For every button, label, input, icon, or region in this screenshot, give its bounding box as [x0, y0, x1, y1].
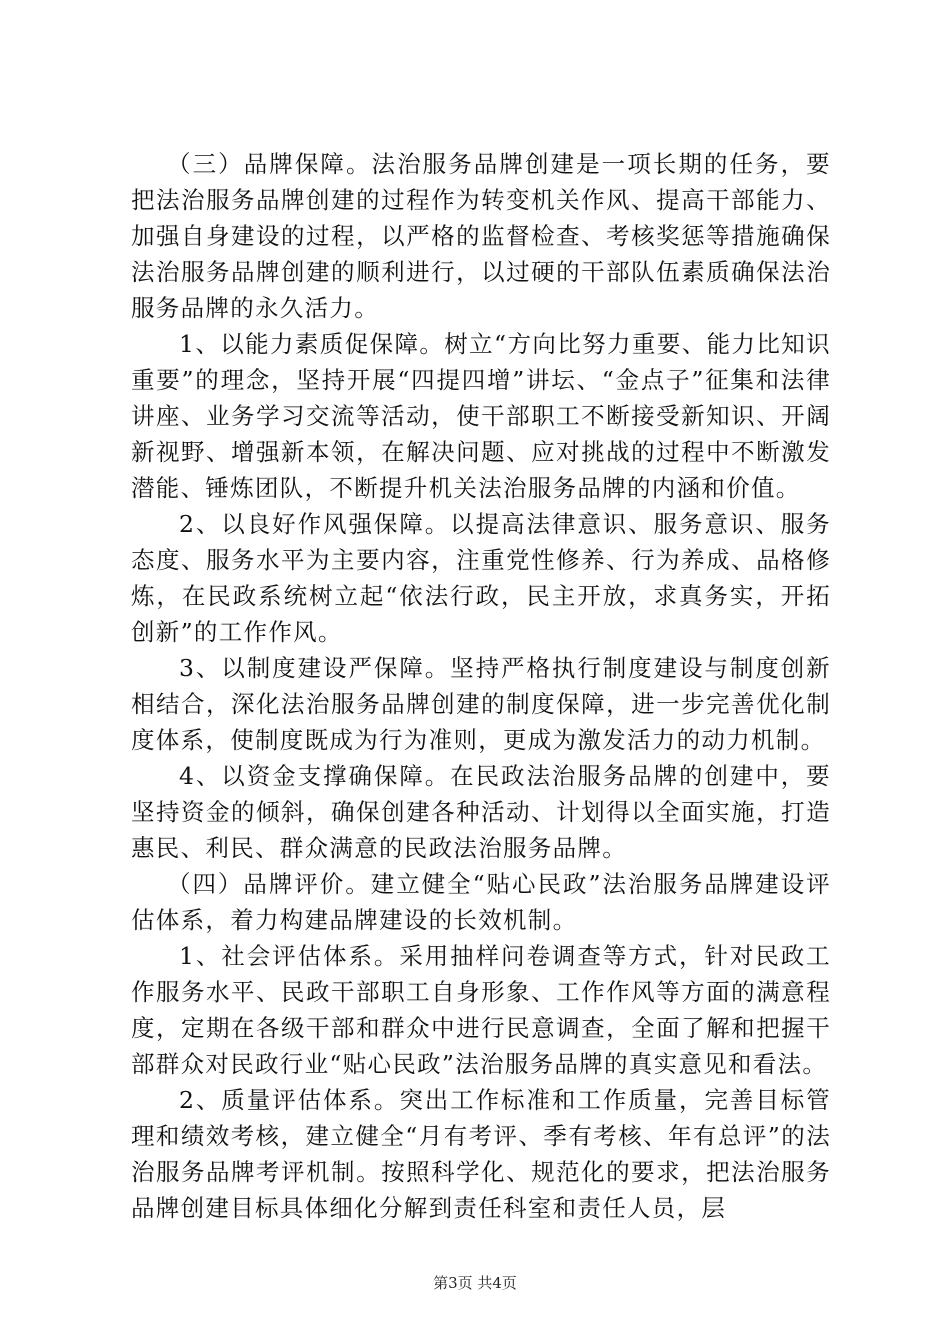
funding-paragraph: 4、以资金支撑确保障。在民政法治服务品牌的创建中，要坚持资金的倾斜，确保创建各种活动、计划得以全面实施，打造惠民、利民、群众满意的民政法治服务品牌。 — [131, 762, 831, 862]
quality-evaluation-paragraph: 2、质量评估体系。突出工作标准和工作质量，完善目标管理和绩效考核，建立健全“月有考评、季有考核、年有总评”的法治服务品牌考评机制。按照科学化、规范化的要求，把法治服务品牌创建目标具体细化分解到责任科室和责任人员，层 — [131, 1086, 831, 1222]
page-footer: 第3页 共4页 — [433, 1274, 517, 1292]
ability-paragraph: 1、以能力素质促保障。树立“方向比努力重要、能力比知识重要”的理念，坚持开展“四提四增”讲坛、“金点子”征集和法律讲座、业务学习交流等活动，使干部职工不断接受新知识、开阔新视野、增强新本领，在解决问题、应对挑战的过程中不断激发潜能、锤炼团队，不断提升机关法治服务品牌的内涵和价值。 — [131, 330, 831, 502]
system-building-paragraph: 3、以制度建设严保障。坚持严格执行制度建设与制度创新相结合，深化法治服务品牌创建的制度保障，进一步完善优化制度体系，使制度既成为行为准则，更成为激发活力的动力机制。 — [131, 654, 831, 754]
section-three-paragraph: （三）品牌保障。法治服务品牌创建是一项长期的任务，要把法治服务品牌创建的过程作为转变机关作风、提高干部能力、加强自身建设的过程，以严格的监督检查、考核奖惩等措施确保法治服务品牌创建的顺利进行，以过硬的干部队伍素质确保法治服务品牌的永久活力。 — [131, 150, 831, 322]
section-four-paragraph: （四）品牌评价。建立健全“贴心民政”法治服务品牌建设评估体系，着力构建品牌建设的长效机制。 — [131, 870, 831, 934]
work-style-paragraph: 2、以良好作风强保障。以提高法律意识、服务意识、服务态度、服务水平为主要内容，注重党性修养、行为养成、品格修炼，在民政系统树立起“依法行政，民主开放，求真务实，开拓创新”的工作作风。 — [131, 510, 831, 646]
document-body — [131, 146, 831, 1226]
social-evaluation-paragraph: 1、社会评估体系。采用抽样问卷调查等方式，针对民政工作服务水平、民政干部职工自身形象、工作作风等方面的满意程度，定期在各级干部和群众中进行民意调查，全面了解和把握干部群众对民政行业“贴心民政”法治服务品牌的真实意见和看法。 — [131, 942, 831, 1078]
